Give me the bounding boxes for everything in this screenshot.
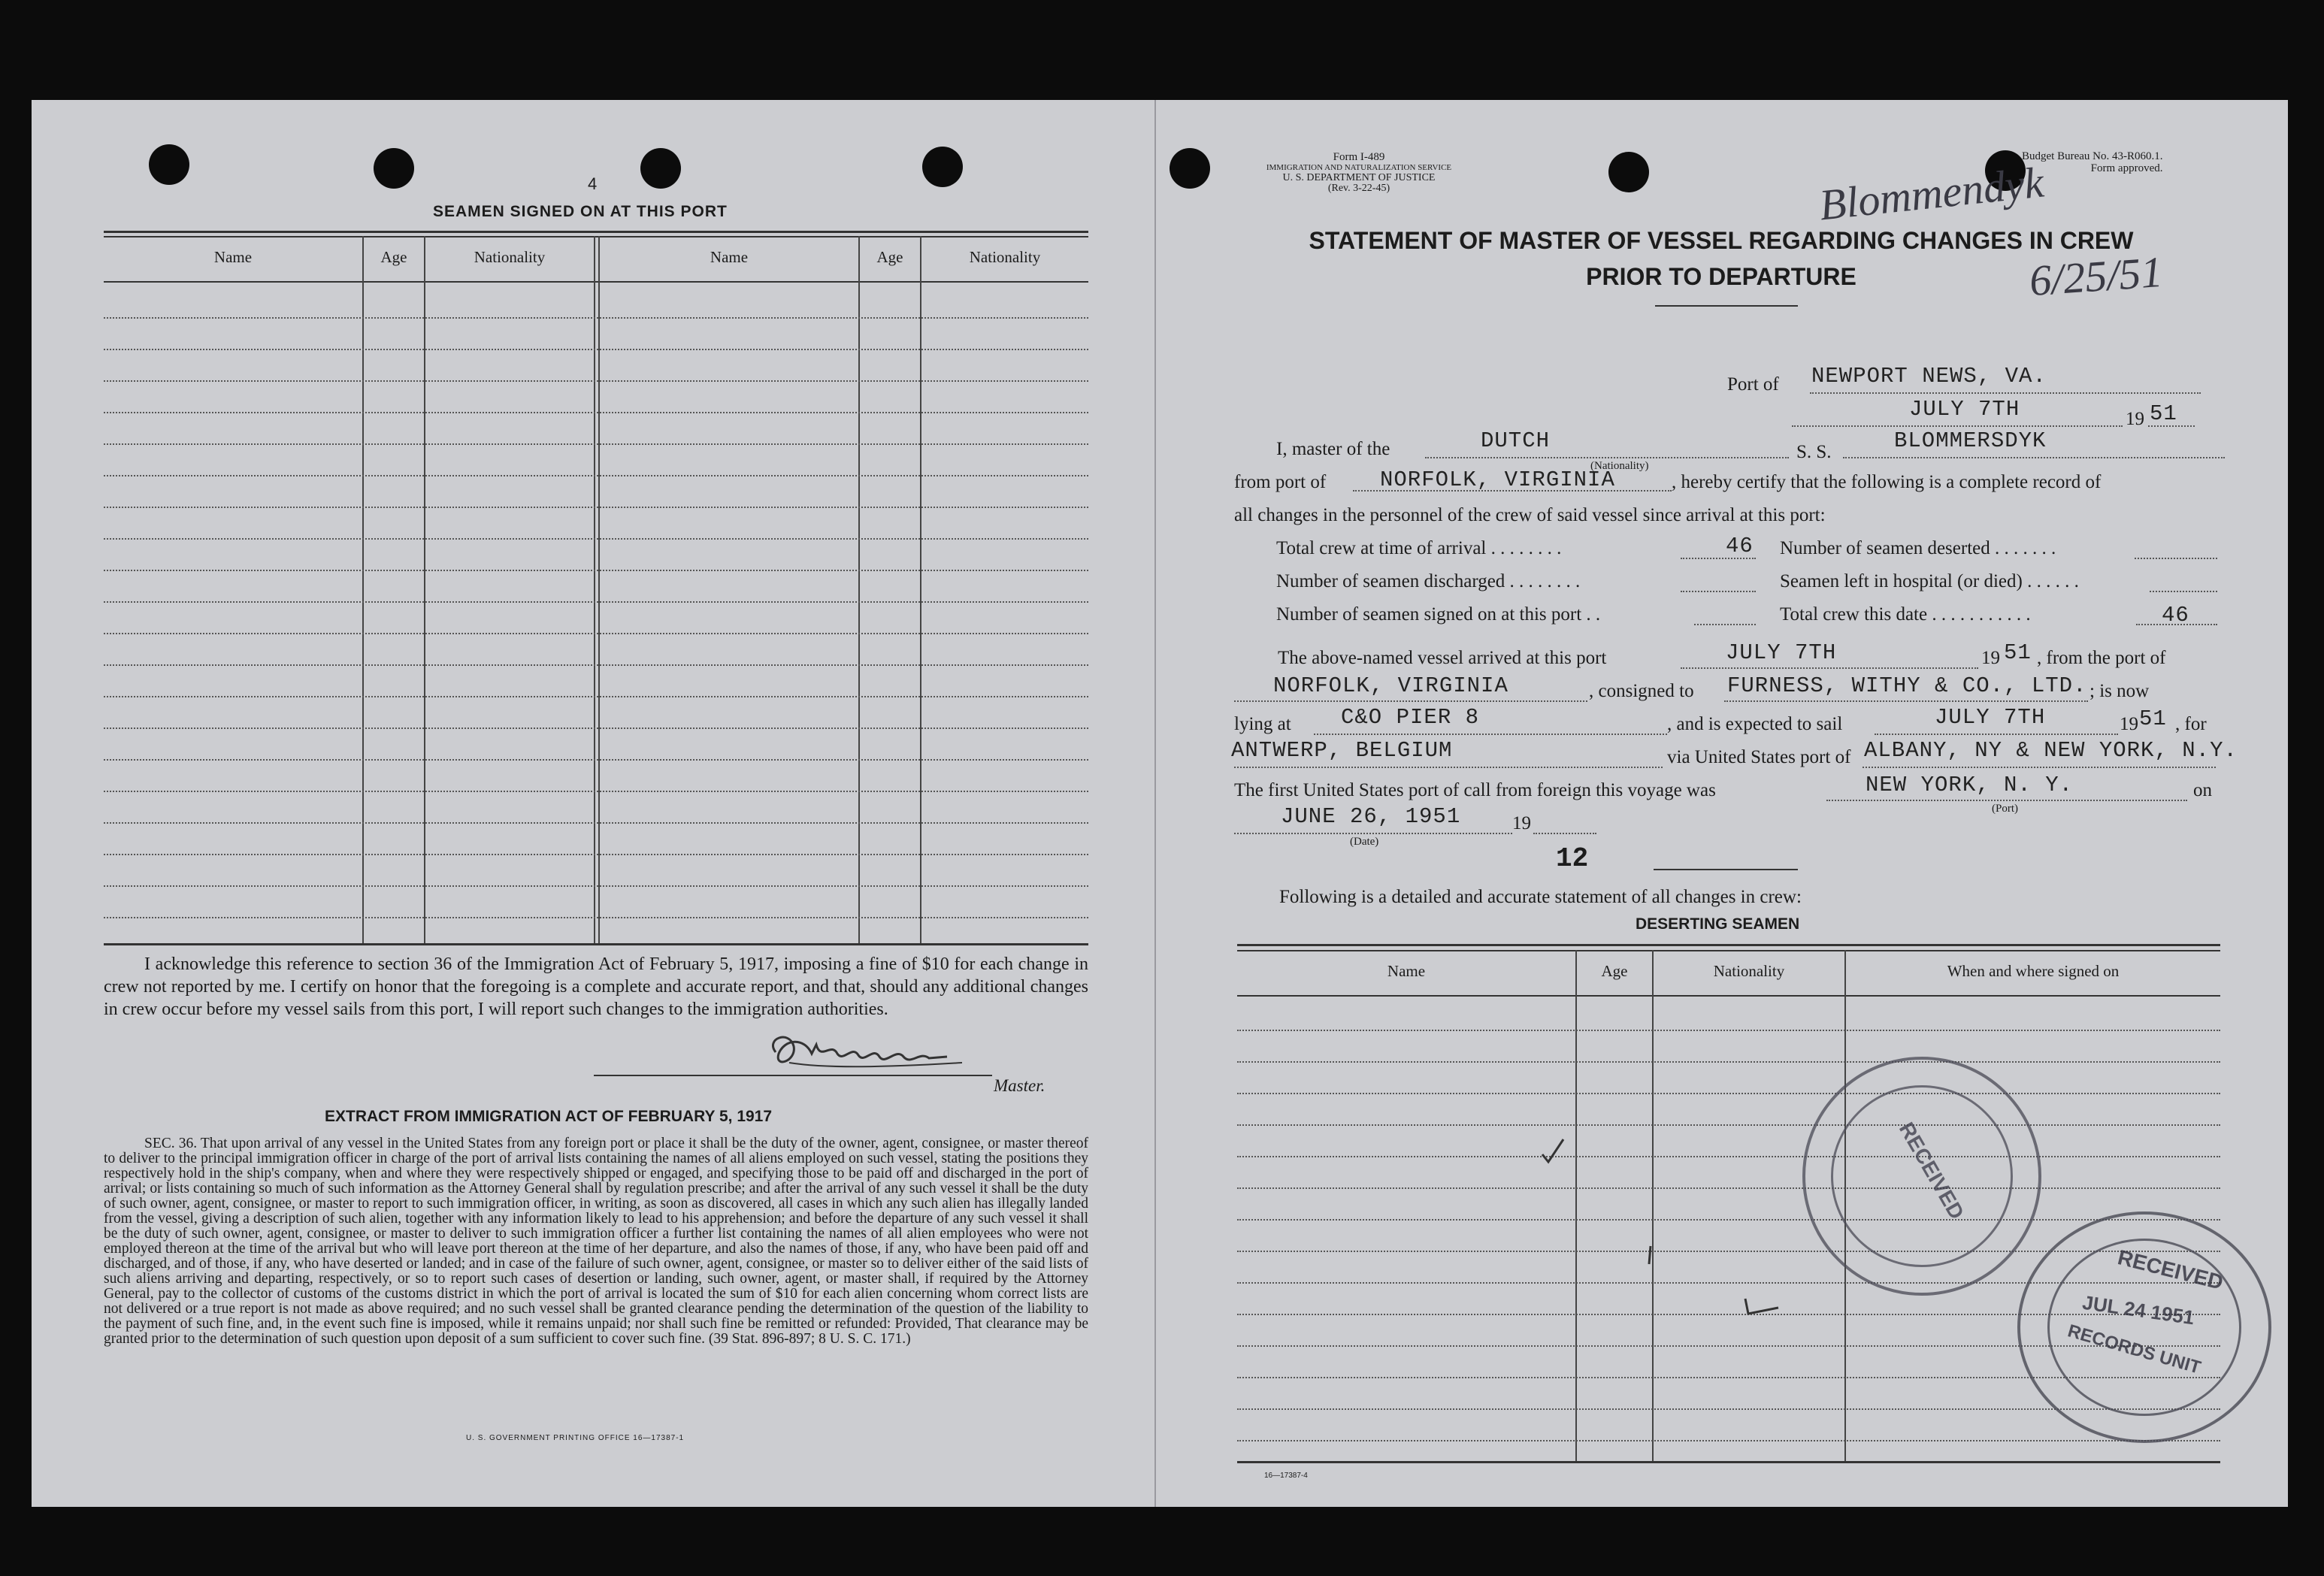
number-12: 12 xyxy=(1556,843,1589,874)
table-row xyxy=(104,443,1088,445)
column-divider xyxy=(424,236,425,943)
table-row xyxy=(104,570,1088,571)
lying-at-value: C&O PIER 8 xyxy=(1341,705,1480,730)
port-blank xyxy=(1810,392,2201,394)
total-crew-date-label: Total crew this date . . . . . . . . . . . xyxy=(1780,604,2031,625)
is-now-text: ; is now xyxy=(2089,681,2150,701)
page-number: 4 xyxy=(588,174,598,193)
table-row xyxy=(1237,1061,2220,1063)
revision: (Rev. 3-22-45) xyxy=(1327,183,1390,194)
following-text: Following is a detailed and accurate statement of all changes in crew: xyxy=(1279,887,1802,907)
year-blank xyxy=(2148,425,2195,427)
total-crew-date-value: 46 xyxy=(2162,603,2189,628)
ss-label: S. S. xyxy=(1796,442,1832,462)
arrived-from: NORFOLK, VIRGINIA xyxy=(1273,673,1508,698)
ship-name: BLOMMERSDYK xyxy=(1894,428,2047,453)
column-divider xyxy=(598,236,600,943)
form-title xyxy=(1293,222,2150,295)
on-text: on xyxy=(2193,780,2212,800)
budget-line2: Form approved. xyxy=(2090,162,2163,174)
first-port-year-prefix: 19 xyxy=(1512,813,1531,833)
deserting-header-rule xyxy=(1237,995,2220,997)
table-bottom-rule xyxy=(104,943,1088,945)
acknowledgement-text: I acknowledge this reference to section 36 of the Immigration Act of February 5, 1917, imposing a fine of $10 for each change in crew not reported by me. I certify on honor that the foregoing is a complete and accurate report, and that, should any additional changes in crew occur before my vessel sails from this port, I will report such changes to the immigration authorities. xyxy=(104,954,1088,1019)
master-label: Master. xyxy=(994,1076,1045,1095)
hospital-blank xyxy=(2150,591,2217,592)
table-row xyxy=(1237,1219,2220,1221)
arrived-year-prefix: 19 xyxy=(1981,648,2000,668)
column-header-name: Name xyxy=(710,248,749,266)
table-row xyxy=(1237,1124,2220,1126)
certify-text2: all changes in the personnel of the crew of said vessel since arrival at this port: xyxy=(1234,505,1826,525)
first-port-year-blank xyxy=(1533,833,1596,834)
table-row xyxy=(1237,1093,2220,1094)
agency-line1: IMMIGRATION AND NATURALIZATION SERVICE xyxy=(1266,163,1452,172)
consigned-text: , consigned to xyxy=(1589,681,1694,701)
table-row xyxy=(1237,1030,2220,1031)
agency-line2: U. S. DEPARTMENT OF JUSTICE xyxy=(1282,172,1436,183)
deserting-divider xyxy=(1652,950,1654,1461)
arrived-from-blank xyxy=(1234,700,1587,702)
consignee-blank xyxy=(1724,700,2088,702)
from-port-label: from port of xyxy=(1234,472,1327,492)
form-number: Form I-489 xyxy=(1333,151,1385,163)
deserting-header-when-where: When and where signed on xyxy=(1947,962,2120,980)
table-row xyxy=(104,696,1088,697)
section-title: SEAMEN SIGNED ON AT THIS PORT xyxy=(433,203,728,220)
check-mark xyxy=(1742,1294,1781,1320)
number-underline xyxy=(1654,869,1798,870)
deserting-header-age: Age xyxy=(1601,962,1628,980)
date-value: JULY 7TH xyxy=(1909,397,2020,422)
stamp2-date: JUL 24 1951 xyxy=(2080,1290,2196,1329)
year-value: 51 xyxy=(2150,401,2177,426)
received-stamp-1 xyxy=(1802,1057,2041,1296)
table-row xyxy=(1237,1156,2220,1157)
column-header-age: Age xyxy=(380,248,407,266)
table-top-rule xyxy=(104,236,1088,237)
from-the-port-text: , from the port of xyxy=(2037,648,2166,668)
table-top-rule xyxy=(104,231,1088,233)
lying-at-text: lying at xyxy=(1234,714,1291,734)
table-row xyxy=(104,822,1088,824)
table-row xyxy=(104,759,1088,761)
title-underline xyxy=(1655,305,1798,307)
table-header-rule xyxy=(104,281,1088,283)
stamp2-unit: RECORDS UNIT xyxy=(2065,1320,2203,1378)
table-row xyxy=(104,917,1088,918)
punch-hole xyxy=(149,144,189,185)
nationality-caption: (Nationality) xyxy=(1590,460,1649,472)
discharged-label: Number of seamen discharged . . . . . . . . xyxy=(1276,571,1581,591)
nationality-blank xyxy=(1425,457,1789,458)
check-mark xyxy=(1538,1136,1568,1166)
deserting-header-name: Name xyxy=(1387,962,1426,980)
sail-date: JULY 7TH xyxy=(1935,705,2046,730)
table-row xyxy=(104,380,1088,382)
column-header-nationality: Nationality xyxy=(474,248,546,266)
port-caption: (Port) xyxy=(1992,803,2018,815)
certify-text: , hereby certify that the following is a complete record of xyxy=(1672,472,2102,492)
punch-hole xyxy=(374,148,414,189)
column-header-nationality: Nationality xyxy=(969,248,1041,266)
extract-text: SEC. 36. That upon arrival of any vessel in the United States from any foreign port or place it shall be the duty of the owner, agent, consignee, or master thereof to deliver to the principal immigration officer in charge of the port of arrival lists containing the names of all aliens employed on such vessel, stating the positions they respectively hold in the ship's company, when and where they were respectively shipped or engaged, and specifying those to be paid off and discharged in the port of arrival; or lists containing so much of such information as the Attorney General shall by regulation prescribe; and after the arrival of any such vessel it shall be the duty of such owner, agent, consignee, or master to report to such immigration officer, in writing, as soon as discovered, all cases in which any such alien has illegally landed from the vessel, giving a description of such alien, together with any information likely to lead to his apprehension; and before the departure of any such vessel it shall be the duty of such owner, agent, consignee, or master to deliver to such immigration officer a further list containing the names of all alien employees who were not employed thereon at the time of the arrival but who will leave port thereon at the time of her departure, and also the names of those, if any, who have been paid off and discharged, and of those, if any, who have deserted or landed; and in case of the failure of such owner, agent, consignee, or master so to deliver either of the said lists of such aliens arriving and departing, respectively, or so to report such cases of desertion or landing, such owner, agent, or master shall, if required by the Attorney General, pay to the collector of customs of the customs district in which the port of arrival is located the sum of $10 for each alien concerning whom correct lists are not delivered or a true report is not made as above required; and no such vessel shall be granted clearance pending the determination of the question of the liability to the payment of such fine, and, in the event such fine is imposed, while it remains unpaid; nor shall such fine be remitted or refunded: Provided, That clearance may be granted prior to the determination of such question upon deposit of a sum sufficient to cover such fine. (39 Stat. 896-897; 8 U. S. C. 171.) xyxy=(104,1136,1088,1347)
form-footer: 16—17387-4 xyxy=(1264,1472,1308,1480)
table-row xyxy=(104,475,1088,476)
sail-year: 51 xyxy=(2139,706,2167,731)
destination-blank xyxy=(1234,767,1663,768)
first-port-blank xyxy=(1826,800,2187,801)
table-row xyxy=(104,317,1088,319)
table-row xyxy=(104,728,1088,729)
deserting-bottom-rule xyxy=(1237,1461,2220,1463)
table-row xyxy=(104,854,1088,855)
table-row xyxy=(104,349,1088,350)
ship-blank xyxy=(1843,457,2225,458)
deserting-top-rule xyxy=(1237,950,2220,951)
master-of-text: I, master of the xyxy=(1276,439,1390,459)
for-text: , for xyxy=(2175,714,2207,734)
date-blank xyxy=(1792,425,2123,427)
signed-on-label: Number of seamen signed on at this port . . xyxy=(1276,604,1601,625)
total-crew-arrival-label: Total crew at time of arrival . . . . . . . . xyxy=(1276,538,1562,558)
table-row xyxy=(104,633,1088,634)
stamp2-text: RECEIVED xyxy=(2115,1245,2226,1294)
consignee: FURNESS, WITHY & CO., LTD. xyxy=(1727,673,2087,698)
sail-date-blank xyxy=(1875,734,2118,735)
first-port-text: The first United States port of call from foreign this voyage was xyxy=(1234,780,1716,800)
discharged-blank xyxy=(1681,591,1756,592)
port-value: NEWPORT NEWS, VA. xyxy=(1811,364,2047,389)
nationality-value: DUTCH xyxy=(1481,428,1551,453)
extract-title: EXTRACT FROM IMMIGRATION ACT OF FEBRUARY 5, 1917 xyxy=(325,1108,773,1125)
first-port-value: NEW YORK, N. Y. xyxy=(1866,773,2074,797)
destination: ANTWERP, BELGIUM xyxy=(1231,738,1453,763)
form-title-line2: PRIOR TO DEPARTURE xyxy=(1586,263,1856,290)
signed-on-blank xyxy=(1694,624,1756,625)
punch-hole xyxy=(1608,152,1649,192)
column-header-age: Age xyxy=(876,248,903,266)
arrived-date: JULY 7TH xyxy=(1726,640,1837,665)
date-caption: (Date) xyxy=(1350,836,1379,848)
signature-line xyxy=(594,1075,992,1076)
deserting-divider xyxy=(1575,950,1577,1461)
table-row xyxy=(104,412,1088,413)
first-port-date-blank xyxy=(1234,833,1512,834)
punch-hole xyxy=(640,148,681,189)
deserting-header-nationality: Nationality xyxy=(1713,962,1785,980)
table-row xyxy=(104,507,1088,508)
printer-line: U. S. GOVERNMENT PRINTING OFFICE 16—17387-1 xyxy=(466,1434,685,1442)
table-row xyxy=(1237,1187,2220,1189)
deserting-top-rule xyxy=(1237,944,2220,946)
received-stamp-2 xyxy=(2017,1211,2271,1443)
expected-text: , and is expected to sail xyxy=(1667,714,1843,734)
punch-hole xyxy=(1170,148,1210,189)
column-divider xyxy=(594,236,595,943)
column-header-name: Name xyxy=(213,248,253,266)
table-row xyxy=(1237,1440,2220,1441)
first-port-date: JUNE 26, 1951 xyxy=(1281,804,1461,829)
punch-hole xyxy=(922,147,963,187)
handwritten-name: Blommendyk xyxy=(1817,157,2047,230)
column-divider xyxy=(362,236,364,943)
deserted-label: Number of seamen deserted . . . . . . . xyxy=(1780,538,2056,558)
hospital-label: Seamen left in hospital (or died) . . . . . . xyxy=(1780,571,2079,591)
deserting-title: DESERTING SEAMEN xyxy=(1636,915,1800,933)
total-crew-arrival-value: 46 xyxy=(1726,534,1754,558)
handwritten-date: 6/25/51 xyxy=(2027,247,2165,306)
port-label: Port of xyxy=(1727,374,1779,395)
budget-info xyxy=(2022,150,2162,174)
year-prefix: 19 xyxy=(2126,409,2144,429)
tick-mark xyxy=(1643,1245,1658,1267)
arrived-text: The above-named vessel arrived at this port xyxy=(1278,648,1607,668)
arrived-year: 51 xyxy=(2004,640,2032,665)
via-port: ALBANY, NY & NEW YORK, N.Y. xyxy=(1864,738,2238,763)
form-header xyxy=(1239,152,1479,194)
budget-line1: Budget Bureau No. 43-R060.1. xyxy=(2022,150,2163,162)
table-row xyxy=(104,601,1088,603)
stamp1-text: RECEIVED xyxy=(1894,1118,1969,1224)
column-divider xyxy=(858,236,860,943)
column-divider xyxy=(920,236,921,943)
from-port-value: NORFOLK, VIRGINIA xyxy=(1380,467,1615,492)
table-row xyxy=(104,791,1088,792)
arrived-date-blank xyxy=(1681,667,1978,669)
deserted-blank xyxy=(2135,558,2217,559)
via-text: via United States port of xyxy=(1667,747,1851,767)
form-title-line1: STATEMENT OF MASTER OF VESSEL REGARDING CHANGES IN CREW xyxy=(1309,227,2134,254)
table-row xyxy=(104,538,1088,540)
lying-at-blank xyxy=(1314,734,1667,735)
table-row xyxy=(104,664,1088,666)
via-port-blank xyxy=(1863,767,2216,768)
sail-year-prefix: 19 xyxy=(2120,714,2138,734)
table-row xyxy=(104,885,1088,887)
